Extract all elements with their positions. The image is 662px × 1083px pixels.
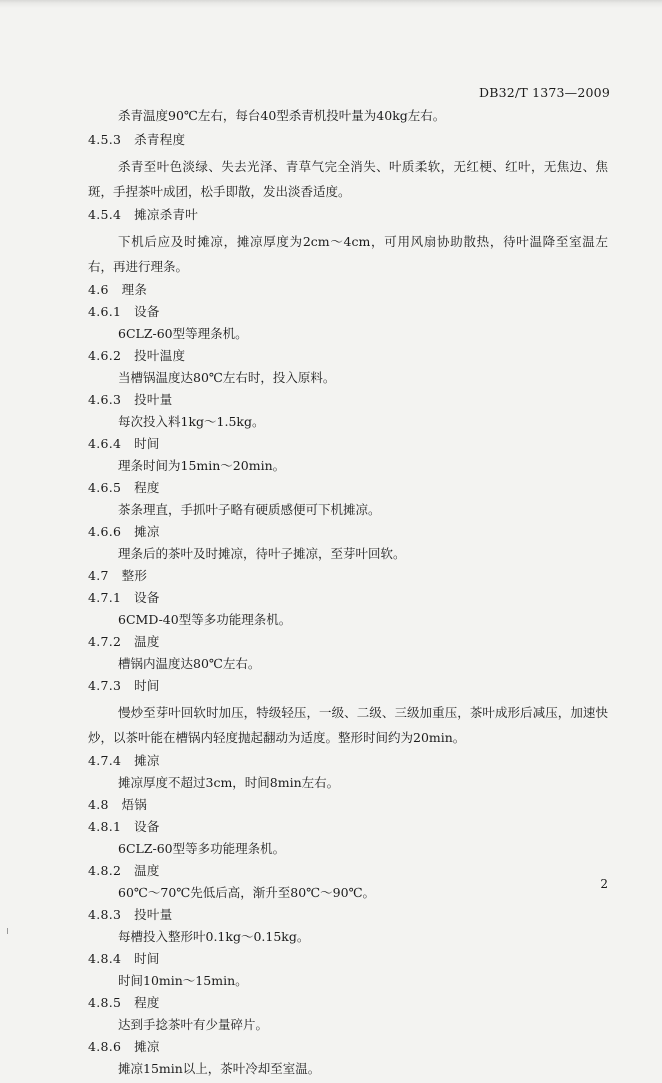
- scan-mark: [7, 928, 8, 934]
- section-heading: 4.5.4 摊凉杀青叶: [88, 207, 199, 222]
- section-paragraph: 杀青至叶色淡绿、失去光泽、青草气完全消失、叶质柔软，无红梗、红叶，无焦边、焦斑，手捏茶叶成团，松手即散，发出淡香适度。: [88, 159, 608, 199]
- section-heading: 4.6.1 设备: [88, 304, 160, 319]
- section-heading: 4.6.4 时间: [88, 436, 160, 451]
- section-heading: 4.5.3 杀青程度: [88, 132, 186, 147]
- section-heading: 4.8.2 温度: [88, 863, 160, 878]
- section-heading: 4.7 整形: [88, 568, 148, 583]
- page-top-edge: [0, 0, 662, 8]
- section-heading: 4.7.3 时间: [88, 678, 160, 693]
- section-body-text: 茶条理直，手抓叶子略有硬质感便可下机摊凉。: [118, 502, 381, 517]
- section-body-text: 摊凉15min以上，茶叶冷却至室温。: [118, 1061, 321, 1076]
- section-body-text: 每次投入料1kg～1.5kg。: [118, 414, 265, 429]
- section-heading: 4.8.6 摊凉: [88, 1039, 160, 1054]
- continued-paragraph: 杀青温度90℃左右，每台40型杀青机投叶量为40kg左右。: [118, 108, 446, 123]
- section-body-text: 时间10min～15min。: [118, 973, 248, 988]
- section-heading: 4.6 理条: [88, 282, 148, 297]
- section-body-text: 理条后的茶叶及时摊凉，待叶子摊凉，至芽叶回软。: [118, 546, 406, 561]
- section-heading: 4.7.4 摊凉: [88, 753, 160, 768]
- section-body-text: 达到手捻茶叶有少量碎片。: [118, 1017, 269, 1032]
- section-body-text: 6CLZ-60型等多功能理条机。: [118, 841, 286, 856]
- section-body-text: 摊凉厚度不超过3cm，时间8min左右。: [118, 775, 340, 790]
- section-body-text: 6CMD-40型等多功能理条机。: [118, 612, 292, 627]
- section-heading: 4.7.2 温度: [88, 634, 160, 649]
- section-heading: 4.6.6 摊凉: [88, 524, 160, 539]
- section-body-text: 60℃～70℃先低后高，渐升至80℃～90℃。: [118, 885, 376, 900]
- section-heading: 4.7.1 设备: [88, 590, 160, 605]
- section-heading: 4.6.3 投叶量: [88, 392, 173, 407]
- section-heading: 4.6.5 程度: [88, 480, 160, 495]
- section-heading: 4.8 焐锅: [88, 797, 148, 812]
- document-body: [88, 108, 608, 1083]
- section-heading: 4.6.2 投叶温度: [88, 348, 186, 363]
- section-body-text: 每槽投入整形叶0.1kg～0.15kg。: [118, 929, 310, 944]
- section-heading: 4.8.4 时间: [88, 951, 160, 966]
- section-body-text: 6CLZ-60型等理条机。: [118, 326, 248, 341]
- section-heading: 4.8.1 设备: [88, 819, 160, 834]
- section-body-text: 理条时间为15min～20min。: [118, 458, 286, 473]
- section-paragraph: 下机后应及时摊凉，摊凉厚度为2cm～4cm，可用风扇协助散热，待叶温降至室温左右，再进行理条。: [88, 234, 608, 274]
- section-body-text: 槽锅内温度达80℃左右。: [118, 656, 261, 671]
- page-number: 2: [600, 877, 608, 891]
- section-paragraph: 慢炒至芽叶回软时加压，特级轻压，一级、二级、三级加重压，茶叶成形后减压，加速快炒，以茶叶能在槽锅内轻度抛起翻动为适度。整形时间约为20min。: [88, 705, 608, 745]
- section-body-text: 当槽锅温度达80℃左右时，投入原料。: [118, 370, 336, 385]
- section-heading: 4.8.3 投叶量: [88, 907, 173, 922]
- section-heading: 4.8.5 程度: [88, 995, 160, 1010]
- standard-code-header: DB32/T 1373—2009: [479, 85, 610, 100]
